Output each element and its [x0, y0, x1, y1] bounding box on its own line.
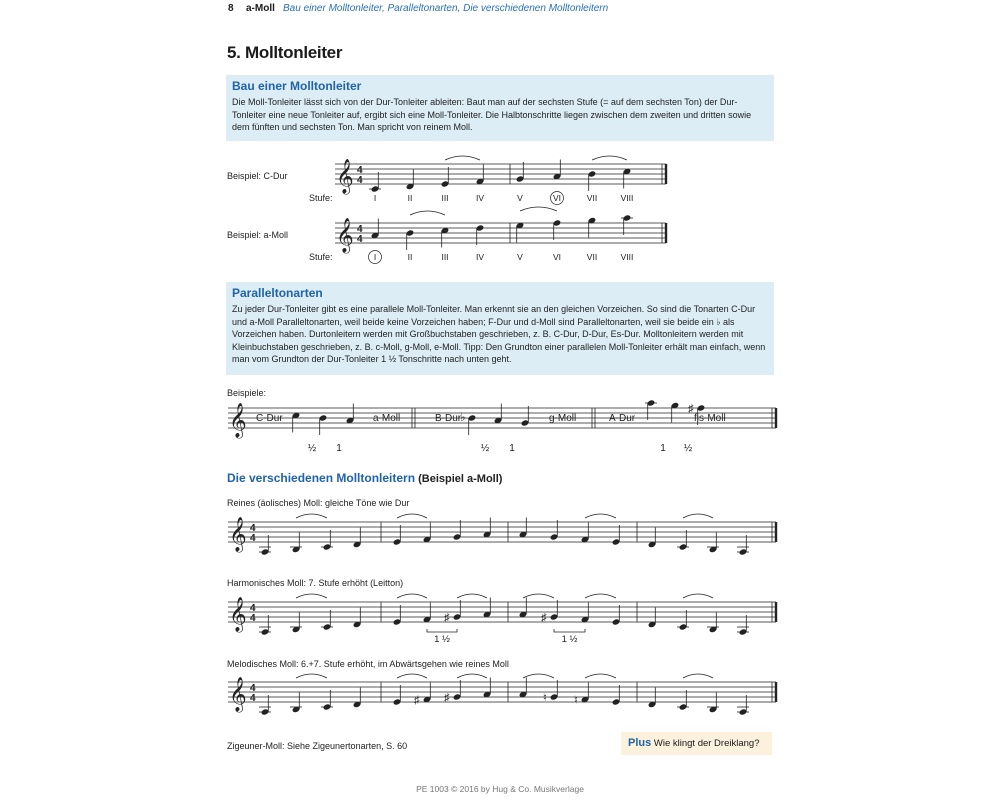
- interval-bracket: [554, 629, 585, 632]
- melodic-minor-label: Melodisches Moll: 6.+7. Stufe erhöht, im Abwärtsgehen wie reines Moll: [227, 659, 509, 669]
- running-head-key: a-Moll: [246, 3, 275, 14]
- sharp-sign: ♯: [541, 612, 547, 624]
- degree-label: VII: [586, 193, 598, 203]
- page-number: 8: [228, 3, 234, 14]
- slur: [523, 594, 554, 598]
- slur: [397, 514, 427, 518]
- slur: [585, 594, 616, 598]
- slur: [296, 514, 327, 518]
- parallel-major-key: C-Dur: [256, 413, 283, 424]
- step-size-label: 1: [660, 443, 666, 454]
- degree-label: III: [441, 252, 449, 262]
- section-title-suffix: (Beispiel a-Moll): [415, 473, 503, 485]
- slur: [683, 674, 713, 678]
- sharp-sign: ♯: [444, 612, 450, 624]
- parallel-minor-key: g-Moll: [549, 413, 577, 424]
- degree-label: III: [441, 193, 449, 203]
- footer: PE 1003 © 2016 by Hug & Co. Musikverlage: [416, 784, 584, 794]
- slur: [457, 674, 487, 678]
- zigeuner-reference: Zigeuner-Moll: Siehe Zigeunertonarten, S. 60: [227, 741, 408, 751]
- sharp-sign: ♯: [444, 692, 450, 704]
- interval-label: 1 ½: [561, 634, 578, 645]
- info-box-text: Die Moll-Tonleiter lässt sich von der Dur-Tonleiter ableiten: Baut man auf der sechsten Stufe (= auf dem sechsten Ton) der Dur-Tonleiter eine neue Tonleiter auf, ergibt sich eine Moll-Tonleiter. Die Halbtonschritte liegen zwischen dem zweiten und dritten sowie dem fünften und sechsten Ton. Man spricht von reinem Moll.: [232, 97, 752, 133]
- degree-label: VI: [552, 252, 562, 262]
- natural-minor-label: Reines (äolisches) Moll: gleiche Töne wie Dur: [227, 498, 410, 508]
- parallel-minor-key: fis-Moll: [694, 413, 726, 424]
- treble-clef: 𝄞: [229, 404, 247, 437]
- degree-label: I: [373, 193, 377, 203]
- parallel-minor-key: a-Moll: [373, 413, 401, 424]
- time-signature-top: 4: [250, 683, 256, 694]
- treble-clef: 𝄞: [336, 219, 354, 252]
- time-signature-bottom: 4: [357, 175, 363, 186]
- section-title-main: Die verschiedenen Molltonleitern: [227, 471, 416, 485]
- time-signature-bottom: 4: [250, 533, 256, 544]
- degree-label: IV: [475, 252, 485, 262]
- treble-clef: 𝄞: [229, 518, 247, 551]
- time-signature-bottom: 4: [250, 613, 256, 624]
- flat-sign: ♭: [460, 410, 466, 424]
- slur: [520, 207, 557, 211]
- natural-sign: ♮: [543, 692, 547, 704]
- degree-label: VIII: [620, 252, 634, 262]
- interval-label: 1 ½: [434, 634, 450, 645]
- examples-label: Beispiele:: [227, 388, 267, 398]
- sharp-sign: ♯: [688, 403, 694, 415]
- running-head-subtitle: Bau einer Molltonleiter, Paralleltonarten, Die verschiedenen Molltonleitern: [283, 3, 609, 14]
- time-signature-top: 4: [357, 224, 363, 235]
- slur: [585, 514, 616, 518]
- natural-sign: ♮: [574, 694, 578, 707]
- chapter-title: 5. Molltonleiter: [227, 43, 343, 62]
- stufe-label: Stufe:: [309, 193, 333, 203]
- time-signature-top: 4: [250, 603, 256, 614]
- example-c-dur-label: Beispiel: C-Dur: [227, 171, 288, 181]
- time-signature-bottom: 4: [250, 693, 256, 704]
- time-signature-bottom: 4: [357, 234, 363, 245]
- info-box-text: Zu jeder Dur-Tonleiter gibt es eine parallele Moll-Tonleiter. Man erkennt sie an den gleichen Vorzeichen. So sind die Tonarten C-Dur und a-Moll Paralleltonarten, weil beide keine Vorzeichen haben; F-Dur und d-Moll sind Paralleltonarten, weil sie beide ein ♭ als Vorzeichen haben. Durtonleitern werden mit Großbuchstaben geschrieben, z. B. C-Dur, D-Dur, Es-Dur. Molltonleitern werden mit Kleinbuchstaben geschrieben, z. B. c-Moll, g-Moll, e-Moll. Tipp: Den Grundton einer parallelen Moll-Tonleiter erhält man einfach, wenn man vom Grundton der Dur-Tonleiter 1 ½ Tonschritte nach unten geht.: [232, 304, 766, 365]
- slur: [592, 156, 627, 160]
- step-size-label: 1: [509, 443, 515, 454]
- degree-label: VI: [552, 193, 562, 203]
- treble-clef: 𝄞: [229, 678, 247, 711]
- step-size-label: ½: [480, 443, 490, 454]
- slur: [397, 594, 427, 598]
- slur: [457, 594, 487, 598]
- slur: [445, 156, 480, 160]
- time-signature-top: 4: [250, 523, 256, 534]
- slur: [585, 674, 616, 678]
- degree-label: VIII: [620, 193, 634, 203]
- slur: [523, 674, 554, 678]
- treble-clef: 𝄞: [229, 598, 247, 631]
- time-signature-top: 4: [357, 165, 363, 176]
- degree-label: II: [407, 252, 413, 262]
- parallel-major-key: B-Dur: [435, 413, 462, 424]
- slur: [296, 594, 327, 598]
- plus-tag: Plus: [628, 737, 652, 749]
- slur: [683, 594, 713, 598]
- treble-clef: 𝄞: [336, 160, 354, 193]
- stufe-label: Stufe:: [309, 252, 333, 262]
- step-size-label: ½: [683, 443, 693, 454]
- degree-label: II: [407, 193, 413, 203]
- degree-label: IV: [475, 193, 485, 203]
- plus-text: Wie klingt der Dreiklang?: [653, 738, 760, 749]
- degree-label: V: [517, 252, 523, 262]
- interval-bracket: [427, 629, 457, 632]
- slur: [397, 674, 427, 678]
- slur: [410, 211, 445, 215]
- degree-label: VII: [586, 252, 598, 262]
- slur: [296, 674, 327, 678]
- harmonic-minor-label: Harmonisches Moll: 7. Stufe erhöht (Leitton): [227, 578, 404, 588]
- step-size-label: 1: [336, 443, 342, 454]
- info-box-title: Paralleltonarten: [232, 286, 323, 300]
- slur: [683, 514, 713, 518]
- degree-label: I: [373, 252, 377, 262]
- step-size-label: ½: [307, 443, 317, 454]
- info-box-title: Bau einer Molltonleiter: [232, 79, 362, 93]
- sharp-sign: ♯: [414, 694, 420, 707]
- parallel-major-key: A-Dur: [609, 413, 636, 424]
- degree-label: V: [517, 193, 523, 203]
- example-a-moll-label: Beispiel: a-Moll: [227, 230, 289, 240]
